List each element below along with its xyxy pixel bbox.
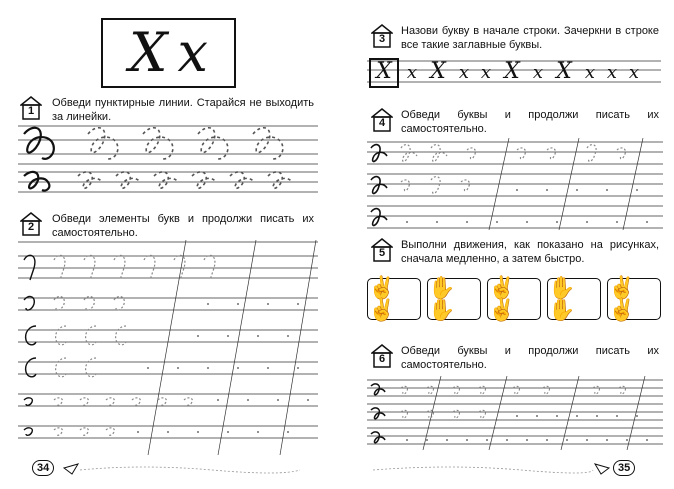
sequence-letter: x — [480, 62, 492, 83]
task1-tracing-area — [18, 122, 318, 202]
task-number: 3 — [378, 33, 386, 45]
task1-instruction: Обведи пунктирные линии. Старайся не выходить за линейки. — [52, 97, 314, 123]
task-number: 6 — [378, 353, 386, 365]
page-number-label: 34 — [32, 460, 54, 476]
sequence-letter: x — [532, 62, 544, 83]
exercise-picture-hands-cross — [427, 275, 481, 322]
hands-cross-icon: ✋✋ — [548, 275, 576, 322]
task5-instruction: Выполни движения, как показано на рисунках, сначала медленно, а затем быстро. — [401, 239, 659, 265]
task3-instruction: Назови букву в начале строки. Зачеркни в строке все такие заглавные буквы. — [401, 25, 659, 51]
sequence-letter: X — [376, 59, 392, 84]
page-number-label: 35 — [613, 460, 635, 476]
task2-instruction: Обведи элементы букв и продолжи писать их самостоятельно. — [52, 213, 314, 239]
page-number-left — [32, 460, 54, 476]
task-number-badge — [371, 24, 393, 48]
sequence-letter: X — [430, 59, 446, 84]
task-number: 5 — [378, 247, 386, 259]
task-number-badge — [371, 238, 393, 262]
task4-writing-lines — [367, 138, 663, 230]
task-number-badge — [371, 344, 393, 368]
task-number-badge — [20, 212, 42, 236]
hands-cross-icon: ✋✋ — [428, 275, 456, 322]
decorative-paper-plane-icon — [62, 462, 302, 476]
sequence-letter: X — [556, 59, 572, 84]
header-letter-lower: x — [177, 21, 208, 84]
fingers-cross-icon: ✌✌ — [368, 275, 396, 322]
page-number-right — [613, 460, 635, 476]
sequence-letter: x — [406, 62, 418, 83]
right-page — [337, 0, 674, 489]
sequence-letter: X — [504, 59, 520, 84]
task3-letters — [367, 60, 661, 86]
fingers-cross-icon: ✌✌ — [488, 275, 516, 322]
sequence-letter: x — [628, 62, 640, 83]
task6-instruction: Обведи буквы и продолжи писать их самостоятельно. — [401, 345, 659, 371]
task-number-badge — [371, 108, 393, 132]
task-number-badge — [20, 96, 42, 120]
task6-writing-lines — [367, 376, 663, 450]
exercise-picture-fingers-cross — [607, 275, 661, 322]
sequence-letter: x — [606, 62, 618, 83]
task-number: 4 — [378, 117, 386, 129]
task3-letter-row — [367, 58, 661, 88]
task-number: 2 — [27, 221, 35, 233]
task-number: 1 — [27, 105, 35, 117]
sequence-letter: x — [458, 62, 470, 83]
header-letter-upper: X — [129, 21, 168, 84]
task4-instruction: Обведи буквы и продолжи писать их самостоятельно. — [401, 109, 659, 135]
exercise-picture-fingers-cross — [487, 275, 541, 322]
fingers-cross-icon: ✌✌ — [608, 275, 636, 322]
exercise-picture-hands-cross — [547, 275, 601, 322]
header-letter-box — [101, 18, 236, 88]
exercise-picture-fingers-cross — [367, 275, 421, 322]
task2-writing-lines — [18, 240, 318, 455]
sequence-letter: x — [584, 62, 596, 83]
decorative-paper-plane-icon — [371, 462, 611, 476]
